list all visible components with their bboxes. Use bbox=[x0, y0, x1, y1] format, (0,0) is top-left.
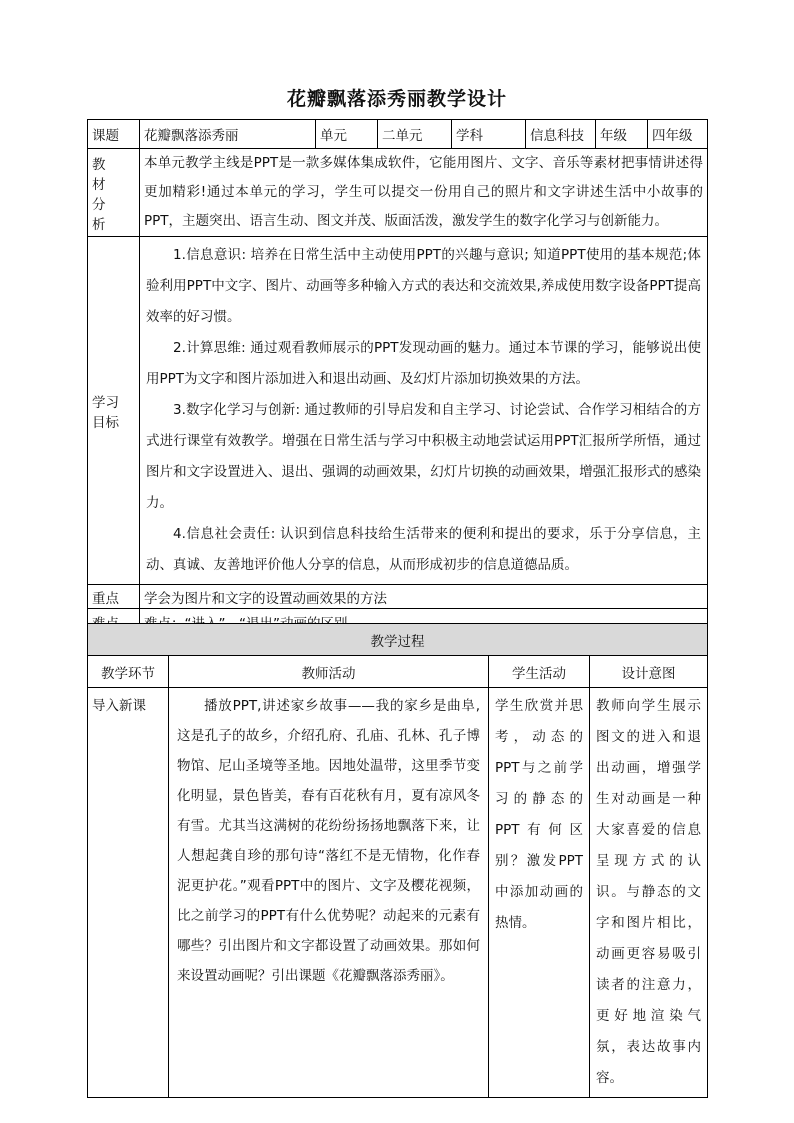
stage-cell: 导入新课 bbox=[88, 688, 169, 1098]
process-header-row bbox=[88, 624, 708, 656]
column-header: 学生活动 bbox=[489, 656, 590, 688]
process-columns-row bbox=[88, 656, 708, 688]
objectives-label: 学习 目标 bbox=[88, 237, 140, 585]
analysis-row bbox=[88, 149, 708, 237]
process-header: 教学过程 bbox=[88, 624, 708, 656]
info-row bbox=[88, 120, 708, 149]
objectives-cell bbox=[140, 237, 708, 585]
column-header: 教学环节 bbox=[88, 656, 169, 688]
topic-value: 花瓣飘落添秀丽 bbox=[140, 120, 316, 149]
subject-label: 学科 bbox=[452, 120, 526, 149]
table-row bbox=[88, 688, 708, 1098]
analysis-text-cell bbox=[140, 149, 708, 237]
design-intent-text: 教师向学生展示图文的进入和退出动画，增强学生对动画是一种大家喜爱的信息呈现方式的认识。与静态的文字和图片相比，动画更容易吸引读者的注意力，更好地渲染气氛，表达故事内容。 bbox=[596, 698, 701, 1086]
column-header: 教师活动 bbox=[169, 656, 489, 688]
student-activity-text: 学生欣赏并思考，动态的PPT与之前学习的静态的PPT有何区别？激发PPT中添加动画的热情。 bbox=[495, 698, 583, 931]
key-point-row bbox=[88, 585, 708, 609]
process-table bbox=[87, 623, 708, 1098]
page-title: 花瓣飘落添秀丽教学设计 bbox=[286, 88, 507, 110]
teacher-activity-text: 播放PPT,讲述家乡故事——我的家乡是曲阜,这是孔子的故乡，介绍孔府、孔庙、孔林、孔子博物馆、尼山圣境等圣地。因地处温带，这里季节变化明显，景色皆美，春有百花秋有月，夏有凉风冬有雪。尤其当这满树的花纷纷扬扬地飘落下来，让人想起龚自珍的那句诗“落红不是无情物，化作春泥更护花。”观看PPT中的图片、文字及樱花视频，比之前学习的PPT有什么优势呢？动起来的元素有哪些？引出图片和文字都设置了动画效果。那如何来设置动画呢？引出课题《花瓣飘落添秀丽》。 bbox=[177, 698, 480, 984]
analysis-label: 教材 分析 bbox=[88, 149, 140, 237]
lesson-info-table bbox=[87, 119, 708, 635]
objectives-row bbox=[88, 237, 708, 585]
unit-label: 单元 bbox=[316, 120, 378, 149]
grade-label: 年级 bbox=[596, 120, 648, 149]
student-activity-cell bbox=[489, 688, 590, 1098]
key-point-text: 学会为图片和文字的设置动画效果的方法 bbox=[140, 585, 708, 609]
analysis-text: 本单元教学主线是PPT是一款多媒体集成软件，它能用图片、文字、音乐等素材把事情讲述得更加精彩!通过本单元的学习，学生可以提交一份用自己的照片和文字讲述生活中小故事的PPT，主题突出、语言生动、图文并茂、版面活泼，激发学生的数字化学习与创新能力。 bbox=[144, 155, 703, 229]
objective-item: 4.信息社会责任: 认识到信息科技给生活带来的便利和提出的要求，乐于分享信息，主动、真诚、友善地评价他人分享的信息，从而形成初步的信息道德品质。 bbox=[146, 526, 701, 573]
unit-value: 二单元 bbox=[378, 120, 452, 149]
design-intent-cell bbox=[590, 688, 708, 1098]
objective-item: 3.数字化学习与创新: 通过教师的引导启发和自主学习、讨论尝试、合作学习相结合的方式进行课堂有效教学。增强在日常生活与学习中积极主动地尝试运用PPT汇报所学所悟，通过图片和文字设置进入、退出、强调的动画效果，幻灯片切换的动画效果，增强汇报形式的感染力。 bbox=[146, 402, 701, 511]
objective-item: 1.信息意识: 培养在日常生活中主动使用PPT的兴趣与意识; 知道PPT使用的基本规范;体验利用PPT中文字、图片、动画等多种输入方式的表达和交流效果,养成使用数字设备PPT提高效率的好习惯。 bbox=[146, 247, 701, 325]
teacher-activity-cell bbox=[169, 688, 489, 1098]
subject-value: 信息科技 bbox=[526, 120, 596, 149]
topic-label: 课题 bbox=[88, 120, 140, 149]
column-header: 设计意图 bbox=[590, 656, 708, 688]
key-point-label: 重点 bbox=[88, 585, 140, 609]
objective-item: 2.计算思维: 通过观看教师展示的PPT发现动画的魅力。通过本节课的学习，能够说出使用PPT为文字和图片添加进入和退出动画、及幻灯片添加切换效果的方法。 bbox=[146, 340, 701, 387]
grade-value: 四年级 bbox=[648, 120, 708, 149]
